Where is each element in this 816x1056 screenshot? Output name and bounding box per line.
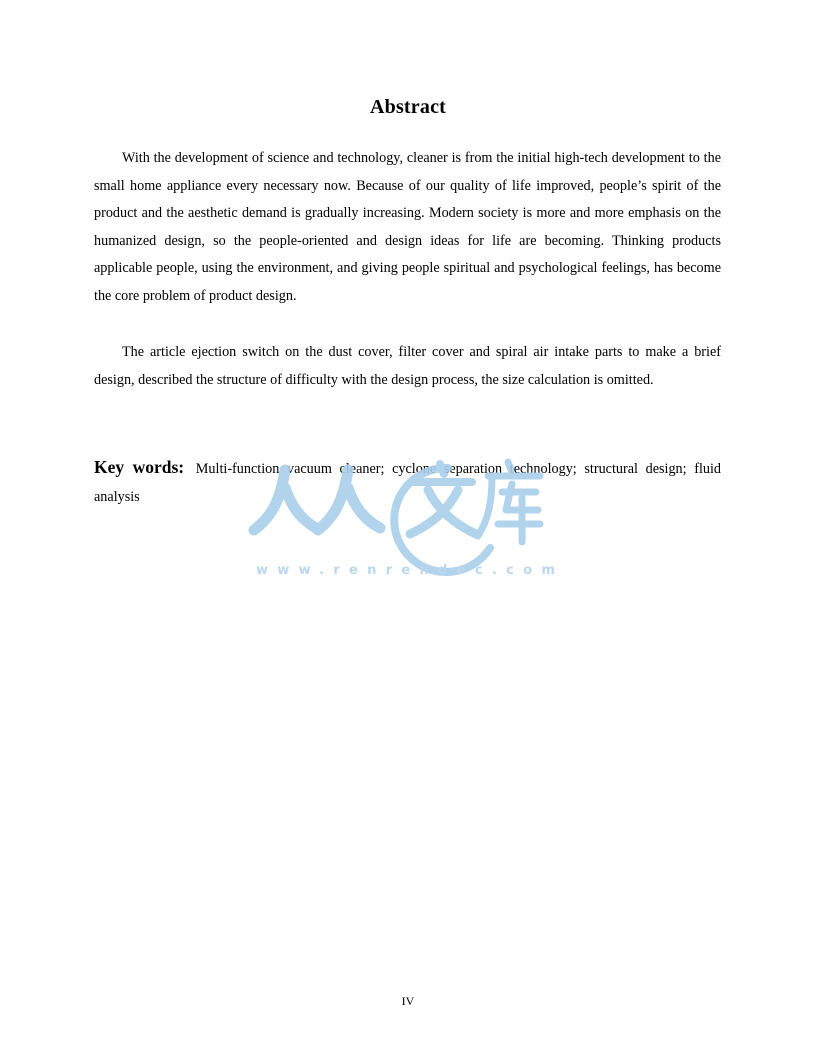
keywords-label: Key words: [94,457,185,477]
keywords-line [94,453,721,511]
abstract-title: Abstract [369,96,447,118]
watermark-url: www.renrendoc.com [256,563,565,578]
keywords-text: Multi-function vacuum cleaner; cyclone separation technology; structural design; fluid analysis [94,461,722,505]
page-number: IV [401,994,415,1008]
abstract-paragraph-2: The article ejection switch on the dust cover, filter cover and spiral air intake parts to make a brief design, described the structure of difficulty with the design process, the size calculation is omitted. [94,344,721,388]
abstract-paragraph-1: With the development of science and technology, cleaner is from the initial high-tech development to the small home appliance every necessary now. Because of our quality of life improved, people’s spirit of the product and the aesthetic demand is gradually increasing. Modern society is more and more emphasis on the humanized design, so the people-oriented and design ideas for life are becoming. Thinking products applicable people, using the environment, and giving people spiritual and psychological feelings, has become the core problem of product design. [94,150,721,304]
